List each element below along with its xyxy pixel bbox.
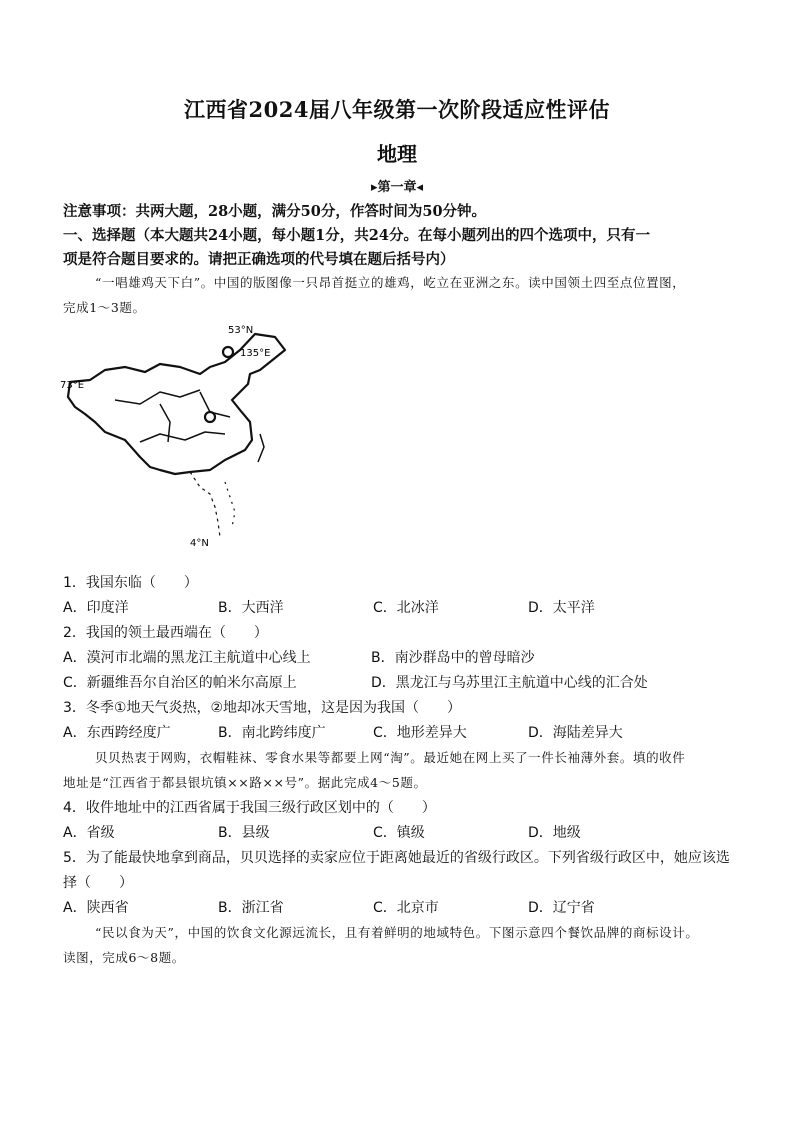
map-label-73e: 73°E — [60, 380, 85, 391]
intro3-line1: “民以食为天”，中国的饮食文化源远流长，且有着鲜明的地域特色。下图示意四个餐饮品牌的商标设计。 — [95, 925, 699, 940]
province-line — [115, 390, 200, 404]
option-b: B．南沙群岛中的曾母暗沙 — [371, 650, 535, 666]
option-d: D．辽宁省 — [528, 900, 595, 916]
intro2-line1: 贝贝热衷于网购，衣帽鞋袜、零食水果等都要上网“淘”。最近她在网上买了一件长袖薄外套。填的收件 — [95, 750, 686, 765]
question-3-options — [63, 722, 683, 742]
option-d: D．太平洋 — [528, 600, 595, 616]
question-5-stem-line2: 择（ ） — [63, 875, 133, 891]
section-heading-line1: 一、选择题（本大题共24小题，每小题1分，共24分。在每小题列出的四个选项中，只有一 — [63, 227, 650, 244]
question-2-options-row2 — [63, 672, 679, 692]
section-heading-line2: 项是符合题目要求的。请把正确选项的代号填在题后括号内） — [63, 251, 455, 268]
province-line — [140, 432, 225, 442]
option-c: C．地形差异大 — [373, 725, 467, 741]
option-b: B．南北跨纬度广 — [218, 725, 326, 741]
question-3-stem: 3．冬季①地天气炎热，②地却冰天雪地，这是因为我国（ ） — [63, 700, 462, 716]
question-5-stem-line1: 5．为了能最快地拿到商品，贝贝选择的卖家应位于距离她最近的省级行政区。下列省级行政区中，她应该选 — [63, 850, 730, 866]
question-1-options — [63, 597, 683, 617]
subject-title: 地理 — [377, 142, 417, 166]
map-label-53n: 53°N — [228, 325, 254, 336]
question-5-options — [63, 897, 683, 917]
south-sea-islands — [225, 482, 235, 527]
question-4-stem: 4．收件地址中的江西省属于我国三级行政区划中的（ ） — [63, 800, 436, 816]
notice: 注意事项：共两大题，28小题，满分50分，作答时间为50分钟。 — [63, 203, 487, 220]
option-c: C．镇级 — [373, 825, 425, 841]
intro3-line2: 读图，完成6～8题。 — [63, 950, 185, 965]
option-c: C．北京市 — [373, 900, 439, 916]
option-a: A．陕西省 — [63, 900, 129, 916]
option-d: D．海陆差异大 — [528, 725, 623, 741]
china-extreme-points-map — [60, 322, 300, 558]
option-a: A．东西跨经度广 — [63, 725, 171, 741]
intro1-line1: “一唱雄鸡天下白”。中国的版图像一只昂首挺立的雄鸡，屹立在亚洲之东。读中国领土四至点位置图， — [95, 275, 686, 290]
option-d: D．黑龙江与乌苏里江主航道中心线的汇合处 — [371, 675, 648, 691]
option-b: B．县级 — [218, 825, 270, 841]
coastline-south — [190, 472, 220, 537]
option-c: C．新疆维吾尔自治区的帕米尔高原上 — [63, 675, 297, 691]
intro2-line2: 地址是“江西省于都县银坑镇××路××号”。据此完成4～5题。 — [63, 775, 427, 790]
question-2-options-row1 — [63, 647, 679, 667]
question-1-stem: 1．我国东临（ ） — [63, 575, 198, 591]
province-line — [160, 404, 170, 442]
option-a: A．印度洋 — [63, 600, 129, 616]
option-d: D．地级 — [528, 825, 581, 841]
intro1-line2: 完成1～3题。 — [63, 300, 146, 315]
map-label-4n: 4°N — [190, 538, 209, 549]
option-a: A．漠河市北端的黑龙江主航道中心线上 — [63, 650, 311, 666]
chapter-label: ▸第一章◂ — [370, 180, 424, 195]
exam-title: 江西省2024届八年级第一次阶段适应性评估 — [184, 97, 610, 122]
option-a: A．省级 — [63, 825, 115, 841]
option-b: B．大西洋 — [218, 600, 284, 616]
question-4-options — [63, 822, 683, 842]
province-line — [200, 392, 230, 417]
point-1-marker — [223, 347, 233, 357]
option-c: C．北冰洋 — [373, 600, 439, 616]
option-b: B．浙江省 — [218, 900, 284, 916]
point-2-marker — [205, 412, 215, 422]
question-2-stem: 2．我国的领土最西端在（ ） — [63, 625, 268, 641]
map-label-135e: 135°E — [240, 348, 271, 359]
taiwan-island — [258, 434, 264, 462]
